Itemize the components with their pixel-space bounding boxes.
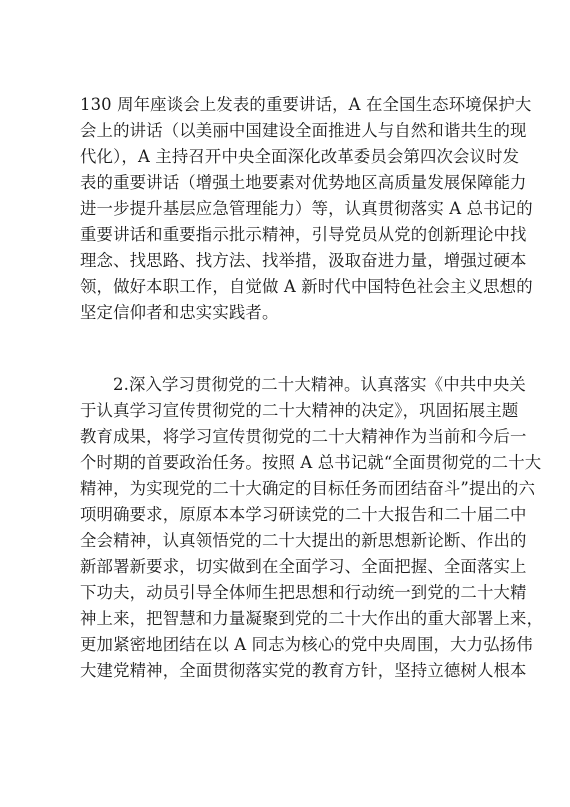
paragraph-2-line: 教育成果，将学习宣传贯彻党的二十大精神作为当前和今后一 (80, 427, 527, 446)
paragraph-2-line: 项明确要求，原原本本学习研读党的二十大报告和二十届二中 (80, 505, 527, 524)
paragraph-1-line: 坚定信仰者和忠实实践者。 (80, 303, 279, 322)
paragraph-1-line: 会上的讲话（以美丽中国建设全面推进人与自然和谐共生的现 (80, 121, 527, 140)
paragraph-2-line: 下功夫，动员引导全体师生把思想和行动统一到党的二十大精 (80, 583, 527, 602)
paragraph-1-line: 130 周年座谈会上发表的重要讲话，A 在全国生态环境保护大 (80, 95, 532, 114)
paragraph-1-line: 代化），A 主持召开中央全面深化改革委员会第四次会议时发 (80, 147, 520, 166)
paragraph-2-line: 神上来，把智慧和力量凝聚到党的二十大作出的重大部署上来， (80, 609, 544, 628)
paragraph-1-line: 进一步提升基层应急管理能力）等，认真贯彻落实 A 总书记的 (80, 199, 533, 218)
paragraph-2-line: 全会精神，认真领悟党的二十大提出的新思想新论断、作出的 (80, 531, 527, 550)
paragraph-1-line: 理念、找思路、找方法、找举措，汲取奋进力量，增强过硬本 (80, 251, 527, 270)
paragraph-1 (80, 92, 533, 326)
paragraph-2-line: 大建党精神，全面贯彻落实党的教育方针，坚持立德树人根本 (80, 661, 527, 680)
paragraph-2-line: 精神，为实现党的二十大确定的目标任务而团结奋斗”提出的六 (80, 479, 536, 498)
paragraph-1-line: 领，做好本职工作，自觉做 A 新时代中国特色社会主义思想的 (80, 277, 533, 296)
paragraph-2-line: 新部署新要求，切实做到在全面学习、全面把握、全面落实上 (80, 557, 527, 576)
paragraph-2 (80, 372, 544, 684)
paragraph-2-line: 于认真学习宣传贯彻党的二十大精神的决定》，巩固拓展主题 (80, 401, 519, 420)
paragraph-2-line: 更加紧密地团结在以 A 同志为核心的党中央周围，大力弘扬伟 (80, 635, 533, 654)
paragraph-2-line: 2.深入学习贯彻党的二十大精神。认真落实《中共中央关 (113, 375, 526, 394)
paragraph-1-line: 重要讲话和重要指示批示精神，引导党员从党的创新理论中找 (80, 225, 527, 244)
paragraph-1-line: 表的重要讲话（增强土地要素对优势地区高质量发展保障能力 (80, 173, 527, 192)
paragraph-2-line: 个时期的首要政治任务。按照 A 总书记就“全面贯彻党的二十大 (80, 453, 542, 472)
